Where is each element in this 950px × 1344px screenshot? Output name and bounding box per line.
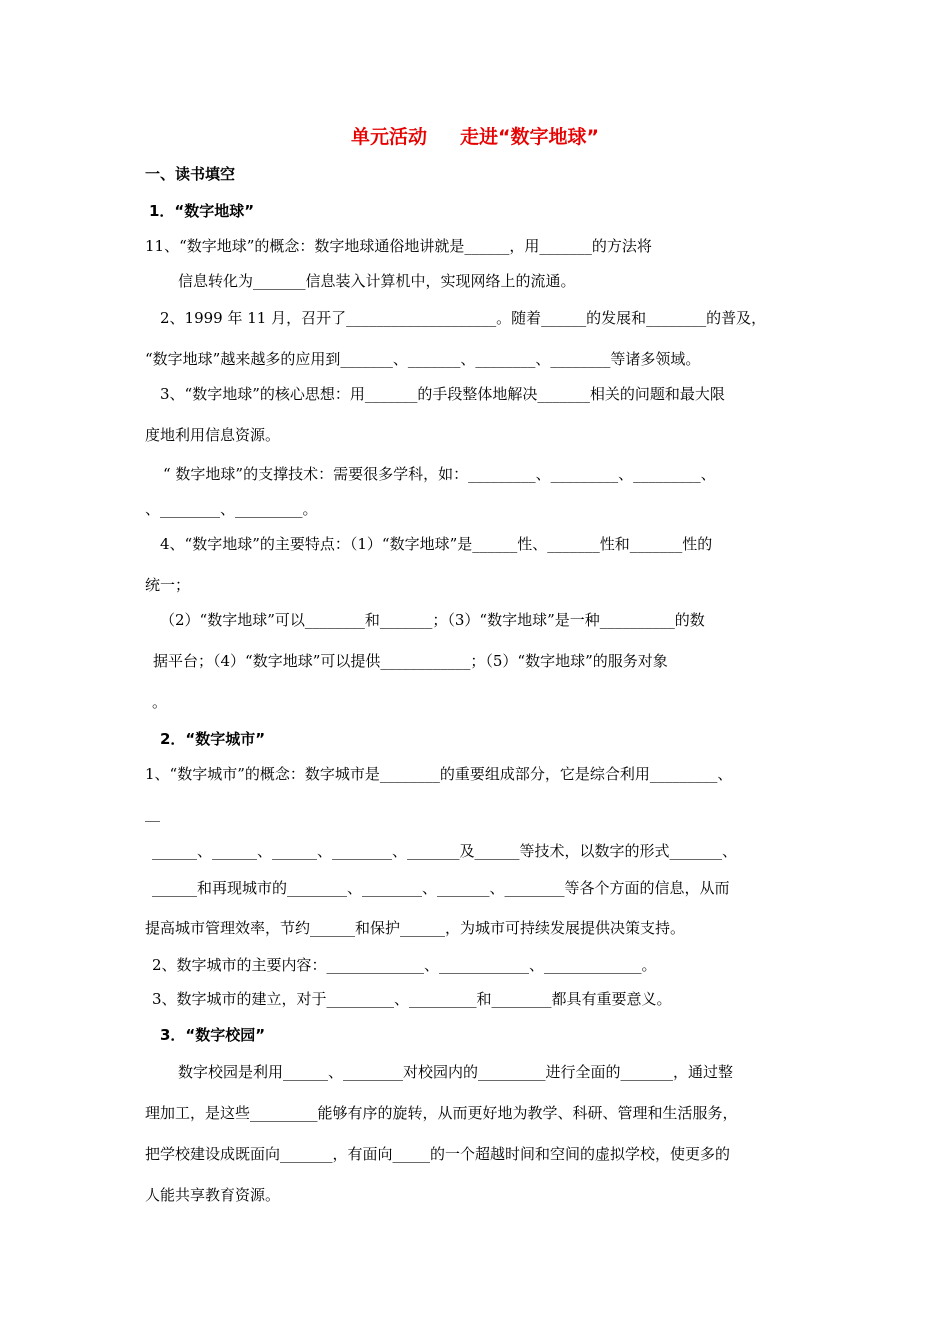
section-heading: 一、读书填空 — [145, 165, 236, 183]
part-heading-digital-earth: 1．“数字地球” — [149, 202, 255, 220]
text-line: 、________、_________。 — [145, 500, 318, 518]
text-line: 度地利用信息资源。 — [145, 426, 281, 444]
text-line: “数字地球”越来越多的应用到_______、_______、________、________等诸多领域。 — [145, 350, 701, 368]
part-heading-digital-city: 2．“数字城市” — [160, 730, 266, 748]
text-line: 4、“数字地球”的主要特点：（1）“数字地球”是______性、_______性和_______性的 — [160, 535, 713, 553]
text-line: 把学校建设成既面向_______，有面向_____的一个超越时间和空间的虚拟学校，使更多的 — [145, 1145, 731, 1163]
text-line: 11、“数字地球”的概念：数字地球通俗地讲就是______，用_______的方法将 — [145, 237, 652, 255]
text-line: __ — [145, 804, 160, 822]
text-line: 。 — [152, 693, 168, 711]
text-line: 2、1999 年 11 月，召开了____________________。随着______的发展和________的普及， — [160, 309, 767, 327]
text-line: 理加工，是这些_________能够有序的旋转，从而更好地为教学、科研、管理和生活服务， — [145, 1104, 738, 1122]
part-heading-digital-campus: 3．“数字校园” — [160, 1026, 266, 1044]
document-title: 单元活动 走进“数字地球” — [350, 126, 600, 148]
text-line: ______、______、______、________、_______及______等技术，以数字的形式_______、 — [152, 842, 738, 860]
text-line: 统一； — [145, 576, 191, 594]
text-line: 2、数字城市的主要内容：_____________、____________、_____________。 — [152, 956, 657, 974]
text-line: 提高城市管理效率，节约______和保护______，为城市可持续发展提供决策支持。 — [145, 919, 686, 937]
text-line: 3、“数字地球”的核心思想：用_______的手段整体地解决_______相关的问题和最大限 — [160, 385, 725, 403]
text-line: 3、数字城市的建立，对于_________、_________和________都具有重要意义。 — [152, 990, 672, 1008]
text-line: 数字校园是利用______、________对校园内的_________进行全面的_______，通过整 — [178, 1063, 734, 1081]
text-line: （2）“数字地球”可以________和_______；（3）“数字地球”是一种__________的数 — [160, 611, 705, 629]
text-line: 人能共享教育资源。 — [145, 1186, 281, 1204]
text-line: 据平台；（4）“数字地球”可以提供____________；（5）“数字地球”的服务对象 — [153, 652, 668, 670]
text-line: 1、“数字城市”的概念：数字城市是________的重要组成部分，它是综合利用_________、 — [145, 765, 733, 783]
text-line: 信息转化为_______信息装入计算机中，实现网络上的流通。 — [178, 272, 576, 290]
text-line: ______和再现城市的________、________、_______、________等各个方面的信息，从而 — [152, 879, 730, 897]
text-line: “ 数字地球”的支撑技术：需要很多学科，如：_________、_________、_________、 — [163, 465, 716, 483]
